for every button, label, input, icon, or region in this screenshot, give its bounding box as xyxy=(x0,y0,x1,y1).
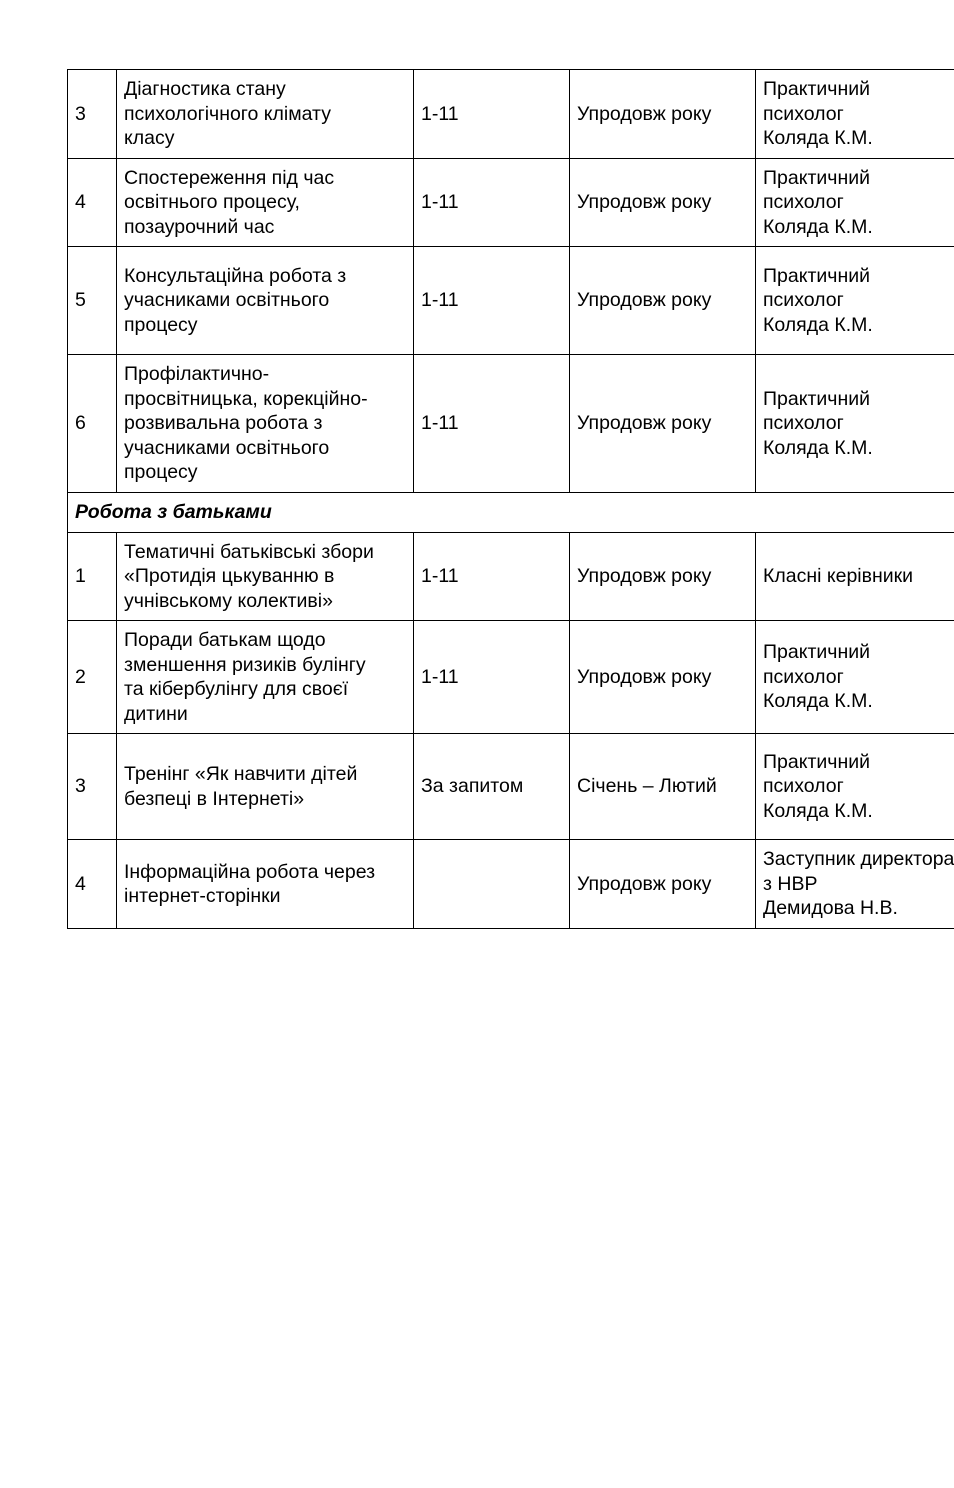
classes-cell: 1-11 xyxy=(414,159,570,247)
table-row xyxy=(68,355,954,493)
responsible-cell: Практичний психолог Коляда К.М. xyxy=(756,247,954,355)
activity-cell: Тренінг «Як навчити дітей безпеці в Інтернеті» xyxy=(117,734,414,840)
row-number: 6 xyxy=(68,355,117,493)
activity-cell: Профілактично- просвітницька, корекційно- розвивальна робота з учасниками освітнього процесу xyxy=(117,355,414,493)
responsible-cell: Практичний психолог Коляда К.М. xyxy=(756,159,954,247)
row-number: 3 xyxy=(68,734,117,840)
activity-cell: Консультаційна робота з учасниками освітнього процесу xyxy=(117,247,414,355)
table-row xyxy=(68,533,954,621)
responsible-cell: Практичний психолог Коляда К.М. xyxy=(756,70,954,159)
activity-cell: Інформаційна робота через інтернет-сторінки xyxy=(117,840,414,929)
classes-cell: 1-11 xyxy=(414,355,570,493)
row-number: 3 xyxy=(68,70,117,159)
responsible-cell: Практичний психолог Коляда К.М. xyxy=(756,734,954,840)
activity-cell: Спостереження під час освітнього процесу, позаурочний час xyxy=(117,159,414,247)
classes-cell xyxy=(414,840,570,929)
row-number: 2 xyxy=(68,621,117,734)
term-cell: Упродовж року xyxy=(570,159,756,247)
activity-cell: Поради батькам щодо зменшення ризиків булінгу та кібербулінгу для своєї дитини xyxy=(117,621,414,734)
responsible-cell: Заступник директора з НВР Демидова Н.В. xyxy=(756,840,954,929)
term-cell: Упродовж року xyxy=(570,355,756,493)
table-row xyxy=(68,734,954,840)
term-cell: Упродовж року xyxy=(570,533,756,621)
table-row xyxy=(68,159,954,247)
section-title: Робота з батьками xyxy=(68,493,954,533)
term-cell: Упродовж року xyxy=(570,247,756,355)
table-row xyxy=(68,840,954,929)
responsible-cell: Класні керівники xyxy=(756,533,954,621)
row-number: 5 xyxy=(68,247,117,355)
classes-cell: 1-11 xyxy=(414,533,570,621)
table-row xyxy=(68,621,954,734)
classes-cell: 1-11 xyxy=(414,70,570,159)
classes-cell: За запитом xyxy=(414,734,570,840)
classes-cell: 1-11 xyxy=(414,247,570,355)
responsible-cell: Практичний психолог Коляда К.М. xyxy=(756,621,954,734)
classes-cell: 1-11 xyxy=(414,621,570,734)
term-cell: Упродовж року xyxy=(570,621,756,734)
term-cell: Упродовж року xyxy=(570,840,756,929)
term-cell: Січень – Лютий xyxy=(570,734,756,840)
activity-cell: Діагностика стану психологічного клімату класу xyxy=(117,70,414,159)
term-cell: Упродовж року xyxy=(570,70,756,159)
activity-cell: Тематичні батьківські збори «Протидія цькуванню в учнівському колективі» xyxy=(117,533,414,621)
table-row xyxy=(68,70,954,159)
row-number: 4 xyxy=(68,840,117,929)
table-row xyxy=(68,247,954,355)
row-number: 4 xyxy=(68,159,117,247)
section-header-row xyxy=(68,493,954,533)
responsible-cell: Практичний психолог Коляда К.М. xyxy=(756,355,954,493)
activities-table xyxy=(67,69,954,929)
row-number: 1 xyxy=(68,533,117,621)
